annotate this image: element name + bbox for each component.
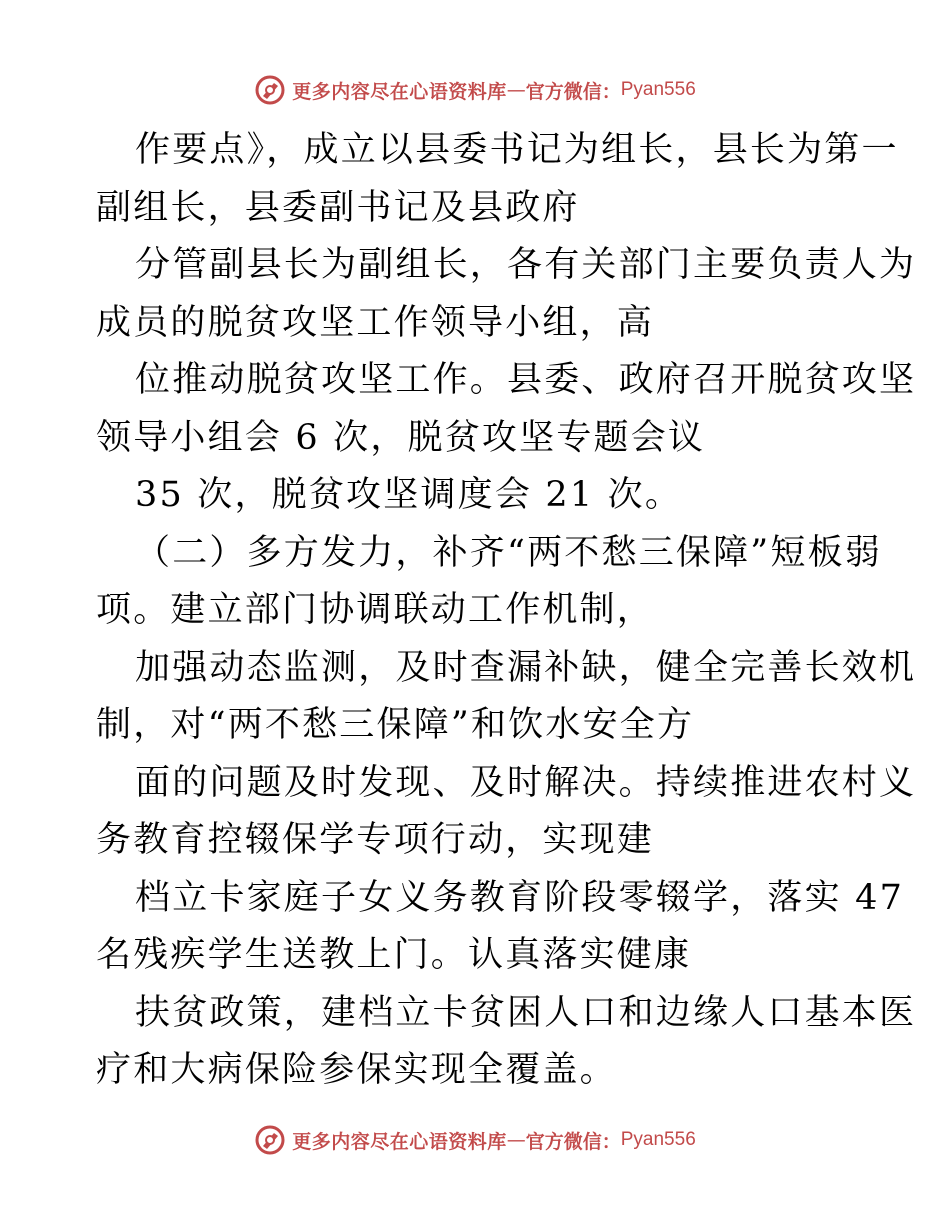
body-line: 副组长，县委副书记及县政府 bbox=[96, 187, 580, 228]
brand-logo-icon bbox=[254, 1124, 286, 1156]
body-line: 成员的脱贫攻坚工作领导小组，高 bbox=[96, 302, 655, 343]
header-banner bbox=[0, 70, 950, 110]
document-body bbox=[96, 122, 917, 1100]
header-official-label: 官方微信： bbox=[525, 80, 621, 103]
footer-banner bbox=[0, 1120, 950, 1160]
footer-wechat-id: Pyan556 bbox=[620, 1129, 696, 1150]
body-line: 面的问题及时发现、及时解决。持续推进农村义 bbox=[135, 762, 917, 803]
body-line: 35 次，脱贫攻坚调度会 21 次。 bbox=[135, 475, 683, 515]
body-line: 领导小组会 6 次，脱贫攻坚专题会议 bbox=[96, 417, 706, 458]
footer-brand-text: 更多内容尽在心语资料库 bbox=[292, 1130, 507, 1153]
body-line: 加强动态监测，及时查漏补缺，健全完善长效机 bbox=[135, 647, 917, 688]
body-line: 务教育控辍保学专项行动，实现建 bbox=[96, 820, 655, 860]
body-line: 疗和大病保险参保实现全覆盖。 bbox=[96, 1050, 617, 1090]
brand-logo-icon bbox=[254, 74, 286, 106]
body-line: 分管副县长为副组长，各有关部门主要负责人为 bbox=[135, 245, 917, 285]
header-dash: — bbox=[506, 79, 526, 101]
body-line: 名残疾学生送教上门。认真落实健康 bbox=[96, 935, 692, 975]
body-line: 档立卡家庭子女义务教育阶段零辍学，落实 47 bbox=[135, 877, 905, 918]
body-line: 制，对“两不愁三保障”和饮水安全方 bbox=[96, 705, 695, 745]
body-line: 扶贫政策，建档立卡贫困人口和边缘人口基本医 bbox=[135, 992, 917, 1033]
footer-dash: — bbox=[506, 1129, 526, 1151]
body-line: 位推动脱贫攻坚工作。县委、政府召开脱贫攻坚 bbox=[135, 360, 917, 400]
header-wechat-id: Pyan556 bbox=[620, 79, 696, 100]
header-brand-text: 更多内容尽在心语资料库 bbox=[292, 80, 507, 103]
footer-official-label: 官方微信： bbox=[525, 1130, 621, 1153]
body-line: 作要点》，成立以县委书记为组长，县长为第一 bbox=[135, 130, 899, 170]
body-line: （二）多方发力，补齐“两不愁三保障”短板弱 bbox=[135, 532, 882, 573]
body-line: 项。建立部门协调联动工作机制， bbox=[96, 590, 655, 630]
